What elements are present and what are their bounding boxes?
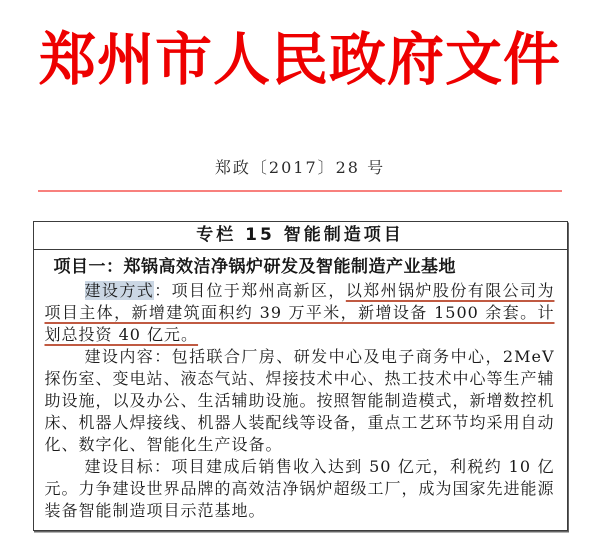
column-box [33, 221, 568, 531]
highlighted-label: 建设方式 [84, 281, 155, 300]
document-title: 郑州市人民政府文件 [39, 26, 561, 93]
column-box-body [34, 250, 567, 530]
paragraph-lead-text: ：项目位于郑州高新区， [154, 281, 346, 300]
paragraph-construction-content: 建设内容：包括联合厂房、研发中心及电子商务中心，2MeV 探伤室、变电站、液态气站、焊接技术中心、热工技术中心等生产辅助设施，以及办公、生活辅助设施。按照智能制造模式，新增数控机床、机器人焊接线、机器人装配线等设备，重点工艺环节均采用自动化、数字化、智能化生产设备。 [44, 347, 555, 454]
red-divider-line [38, 190, 562, 192]
project-title: 项目一：郑锅高效洁净锅炉研发及智能制造产业基地 [53, 257, 456, 277]
paragraph-construction-method [45, 280, 555, 346]
red-underlined-text: 以郑州锅炉股份有限公司为项目主体，新增建筑面积约 39 万平米，新增设备 1500 余套。计划总投资 40 亿元。 [44, 281, 555, 344]
column-box-title: 专栏 15 智能制造项目 [34, 222, 567, 250]
document-number: 郑政〔2017〕28 号 [214, 158, 386, 177]
paragraph-construction-goal: 建设目标：项目建成后销售收入达到 50 亿元，利税约 10 亿元。力争建设世界品牌的高效洁净锅炉超级工厂，成为国家先进能源装备智能制造项目示范基地。 [44, 457, 555, 520]
